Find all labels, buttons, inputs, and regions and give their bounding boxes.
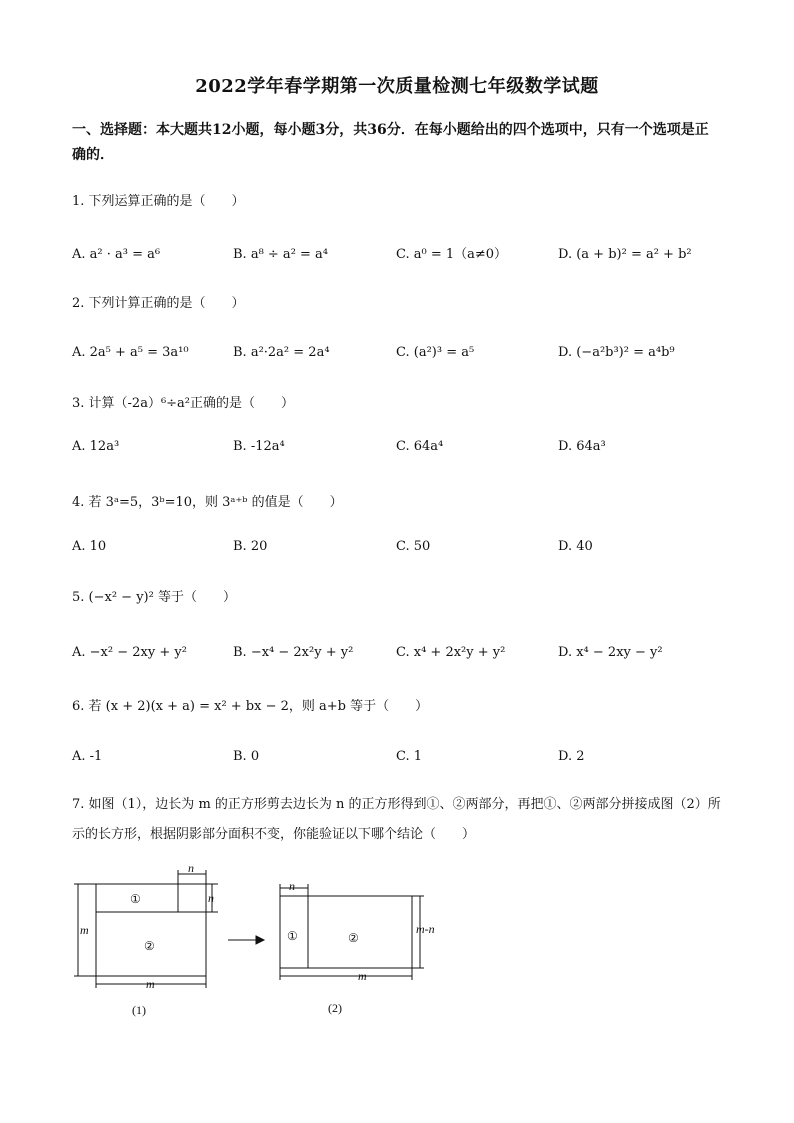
q1-option-b[interactable]: B. a⁸ ÷ a² = a⁴ [233,247,329,262]
question-4-stem: 4. 若 3ᵃ=5，3ᵇ=10，则 3ᵃ⁺ᵇ 的值是（ ） [72,495,343,510]
fig2-label-m-bottom: m [358,969,367,983]
q1-option-a[interactable]: A. a² · a³ = a⁶ [72,247,161,262]
fig1-label-m-left: m [80,923,89,937]
fig2-part-1: ① [287,929,298,943]
q3-option-a[interactable]: A. 12a³ [72,439,120,454]
q2-option-c[interactable]: C. (a²)³ = a⁵ [396,345,475,360]
question-5-stem: 5. (−x² − y)² 等于（ ） [72,590,236,605]
fig1-part-1: ① [130,892,141,906]
fig2-rectangle [280,896,412,968]
question-7-stem: 7. 如图（1），边长为 m 的正方形剪去边长为 n 的正方形得到①、②两部分，再把①、②两部分拼接成图（2）所示的长方形，根据阴影部分面积不变，你能验证以下哪个结论（ ） [72,797,721,842]
q4-option-b[interactable]: B. 20 [233,539,268,554]
q4-option-c[interactable]: C. 50 [396,539,431,554]
q5-option-c[interactable]: C. x⁴ + 2x²y + y² [396,645,506,660]
q3-option-c[interactable]: C. 64a⁴ [396,439,444,454]
question-1-options [72,244,732,266]
q3-option-b[interactable]: B. -12a⁴ [233,439,285,454]
q6-option-c[interactable]: C. 1 [396,749,423,764]
fig1-part-2: ② [144,939,155,953]
q5-option-a[interactable]: A. −x² − 2xy + y² [72,645,187,660]
question-3-options [72,436,732,458]
q6-option-d[interactable]: D. 2 [558,749,585,764]
question-5-options [72,642,732,664]
q5-option-d[interactable]: D. x⁴ − 2xy − y² [558,645,663,660]
q2-option-a[interactable]: A. 2a⁵ + a⁵ = 3a¹⁰ [72,345,189,360]
question-2-stem: 2. 下列计算正确的是（ ） [72,296,245,311]
fig1-label-n-right: n [208,891,214,905]
question-4-options [72,536,732,558]
fig2-label-n-top: n [289,879,295,893]
q6-option-a[interactable]: A. -1 [72,749,103,764]
fig1-label-n-top: n [188,861,194,875]
fig2-label-m-minus-n: m-n [416,922,435,936]
question-3-stem: 3. 计算（-2a）⁶÷a²正确的是（ ） [72,396,295,411]
question-7-figure [60,860,460,1030]
fig1-caption: (1) [132,1003,146,1017]
fig2-part-2: ② [348,931,359,945]
q1-option-d[interactable]: D. (a + b)² = a² + b² [558,247,692,262]
question-6-stem: 6. 若 (x + 2)(x + a) = x² + bx − 2，则 a+b 等于（ ） [72,699,429,714]
section-heading: 一、选择题：本大题共12小题，每小题3分，共36分．在每小题给出的四个选项中，只有一个选项是正确的． [72,122,709,163]
fig1-label-m-bottom: m [146,977,155,991]
q4-option-d[interactable]: D. 40 [558,539,593,554]
question-6-options [72,746,732,768]
q4-option-a[interactable]: A. 10 [72,539,107,554]
question-1-stem: 1. 下列运算正确的是（ ） [72,194,245,209]
fig1-square [96,884,206,976]
question-2-options [72,342,732,364]
q3-option-d[interactable]: D. 64a³ [558,439,606,454]
q5-option-b[interactable]: B. −x⁴ − 2x²y + y² [233,645,354,660]
q2-option-b[interactable]: B. a²·2a² = 2a⁴ [233,345,330,360]
q6-option-b[interactable]: B. 0 [233,749,260,764]
page-title: 2022学年春学期第一次质量检测七年级数学试题 [195,76,599,97]
q1-option-c[interactable]: C. a⁰ = 1（a≠0） [396,247,508,262]
fig2-caption: (2) [328,1001,342,1015]
q2-option-d[interactable]: D. (−a²b³)² = a⁴b⁹ [558,345,675,360]
